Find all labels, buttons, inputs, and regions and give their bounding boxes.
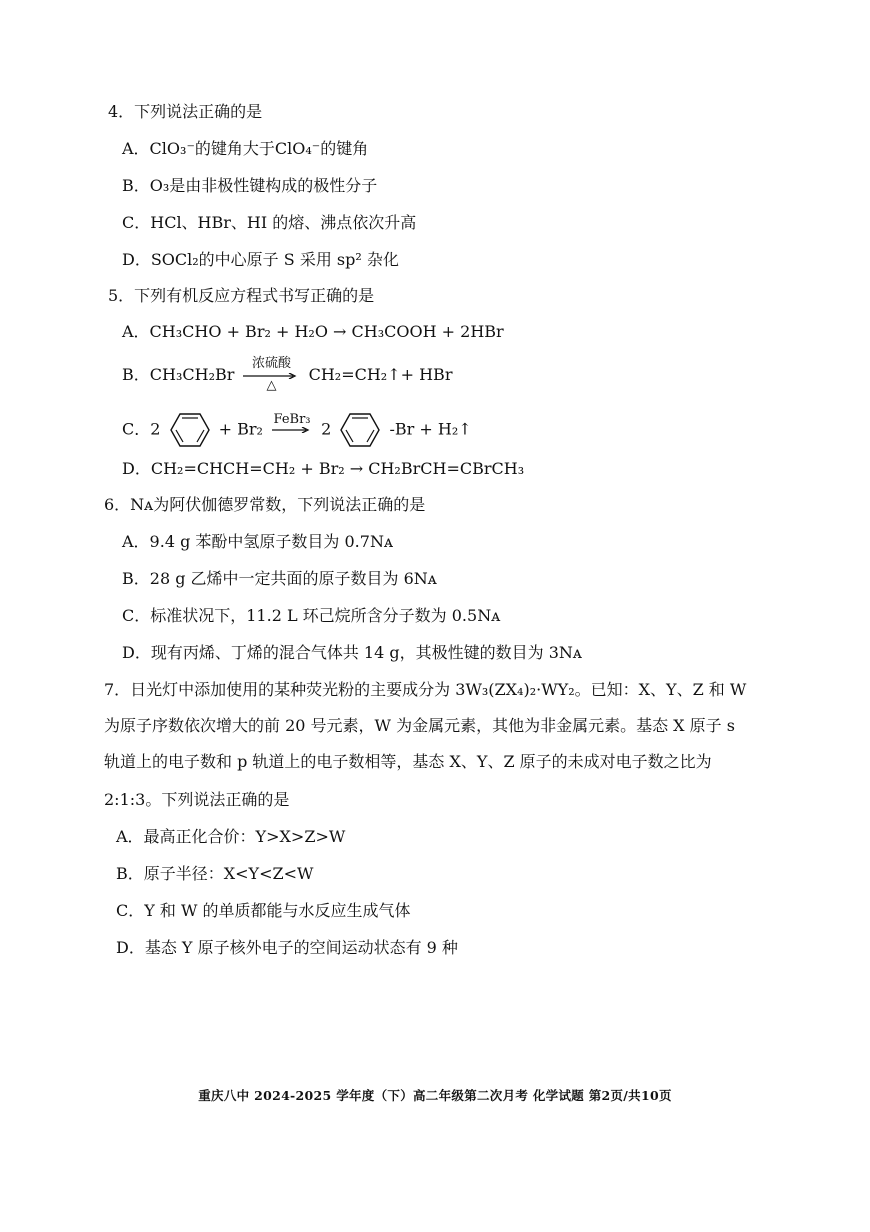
q4-option-d: D．SOCl₂的中心原子 S 采用 sp² 杂化 [122,250,399,269]
q7-option-c: C．Y 和 W 的单质都能与水反应生成气体 [116,901,411,920]
arrow-icon [272,427,312,433]
q5-c-condition: FeBr₃ [273,412,311,427]
q5-b-product: CH₂=CH₂↑+ HBr [308,365,453,384]
q5-b-condition-bottom: △ [266,377,277,393]
q5-c-coefficient: 2 [321,419,332,439]
q7-option-d: D．基态 Y 原子核外电子的空间运动状态有 9 种 [116,938,458,957]
q5-stem: 5．下列有机反应方程式书写正确的是 [108,286,375,305]
q7-stem-line-2: 为原子序数依次增大的前 20 号元素，W 为金属元素，其他为非金属元素。基态 X 原子 s [104,716,735,735]
benzene-ring-icon [170,412,210,448]
q5-option-d: D．CH₂=CHCH=CH₂ + Br₂ → CH₂BrCH=CBrCH₃ [122,459,525,478]
q6-option-d: D．现有丙烯、丁烯的混合气体共 14 g，其极性键的数目为 3Nᴀ [122,643,582,662]
q6-option-b: B．28 g 乙烯中一定共面的原子数目为 6Nᴀ [122,569,437,588]
q5-c-reagent: + Br₂ [218,419,263,439]
q5-c-product: -Br + H₂↑ [389,419,472,439]
q4-option-b: B．O₃是由非极性键构成的极性分子 [122,176,378,195]
q4-stem: 4．下列说法正确的是 [108,102,263,121]
q5-b-reactant: B．CH₃CH₂Br [122,365,235,384]
q5-option-b [122,355,453,393]
q4-option-c: C．HCl、HBr、HI 的熔、沸点依次升高 [122,213,417,232]
q7-stem-line-4: 2:1:3。下列说法正确的是 [104,790,290,809]
q4-option-a: A．ClO₃⁻的键角大于ClO₄⁻的键角 [122,139,369,158]
q6-option-a: A．9.4 g 苯酚中氢原子数目为 0.7Nᴀ [122,532,393,551]
q5-option-a: A．CH₃CHO + Br₂ + H₂O → CH₃COOH + 2HBr [122,322,504,341]
q7-stem-line-3: 轨道上的电子数和 p 轨道上的电子数相等，基态 X、Y、Z 原子的未成对电子数之比为 [104,752,712,771]
q7-option-a: A．最高正化合价：Y>X>Z>W [116,827,346,846]
q5-c-reaction-arrow [272,412,312,441]
q7-option-b: B．原子半径：X<Y<Z<W [116,864,314,883]
q7-stem-line-1: 7．日光灯中添加使用的某种荧光粉的主要成分为 3W₃(ZX₄)₂·WY₂。已知：X、Y、Z 和 W [104,680,747,699]
q5-c-label: C．2 [122,419,161,439]
q6-option-c: C．标准状况下，11.2 L 环己烷所含分子数为 0.5Nᴀ [122,606,501,625]
q5-option-c [122,412,472,448]
benzene-ring-icon [340,412,380,448]
q6-stem: 6．Nᴀ为阿伏伽德罗常数，下列说法正确的是 [104,495,426,514]
q5-b-reaction-arrow [243,355,299,393]
q5-b-condition-top: 浓硫酸 [251,355,291,371]
page-footer: 重庆八中 2024-2025 学年度（下）高二年级第二次月考 化学试题 第2页/共10页 [198,1088,672,1103]
